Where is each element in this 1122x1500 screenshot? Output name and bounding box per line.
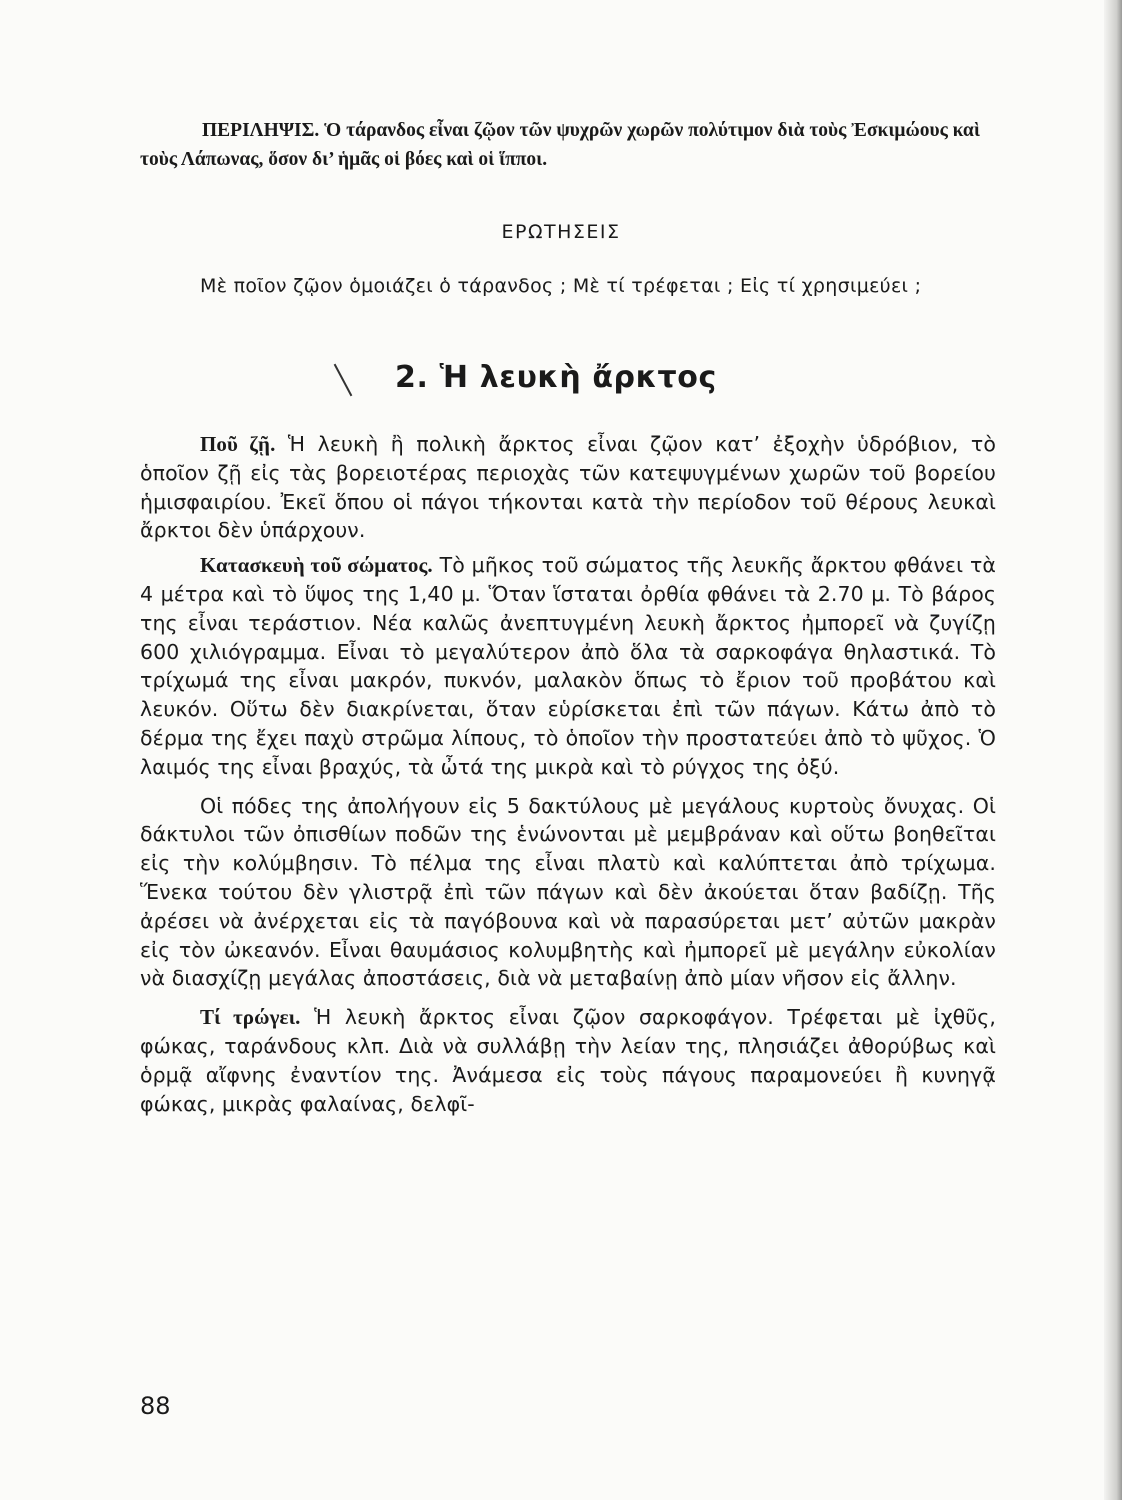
page-number: 88 (140, 1392, 171, 1420)
stray-pen-mark (334, 364, 353, 397)
paragraph-habitat (140, 430, 996, 545)
questions-text: Μὲ ποῖον ζῷον ὁμοιάζει ὁ τάρανδος ; Μὲ τί τρέφεται ; Εἰς τί χρησιμεύει ; (200, 275, 922, 297)
paragraph-text: Τὸ μῆκος τοῦ σώματος τῆς λευκῆς ἄρκτου φθάνει τὰ 4 μέτρα καὶ τὸ ὕψος της 1,40 μ. Ὅταν ἵσταται ὀρθία φθάνει τὰ 2.70 μ. Τὸ βάρος της εἶναι τεράστιον. Νέα καλῶς ἀνεπτυγμένη λευκὴ ἄρκτος ἠμπορεῖ νὰ ζυγίζῃ 600 χιλιόγραμμα. Εἶναι τὸ μεγαλύτερον ἀπὸ ὅλα τὰ σαρκοφάγα θηλαστικά. Τὸ τρίχωμά της εἶναι μακρόν, πυκνόν, μαλακὸν ὅπως τὸ ἔριον τοῦ προβάτου καὶ λευκόν. Οὕτω δὲν διακρίνεται, ὅταν εὑρίσκεται ἐπὶ τῶν πάγων. Κάτω ἀπὸ τὸ δέρμα της ἔχει παχὺ στρῶμα λίπους, τὸ ὁποῖον τὴν προστατεύει ἀπὸ τὸ ψῦχος. Ὁ λαιμός της εἶναι βραχύς, τὰ ὦτά της μικρὰ καὶ τὸ ρύγχος της ὀξύ. (140, 553, 997, 779)
paragraph-text: Ἡ λευκὴ ἄρκτος εἶναι ζῷον σαρκοφάγον. Τρέφεται μὲ ἰχθῦς, φώκας, ταράνδους κλπ. Διὰ νὰ συλλάβῃ τὴν λείαν της, πλησιάζει ἀθορύβως καὶ ὁρμᾷ αἴφνης ἐναντίον της. Ἀνάμεσα εἰς τοὺς πάγους παραμονεύει ἢ κυνηγᾷ φώκας, μικρὰς φαλαίνας, δελφῖ- (140, 1005, 997, 1116)
paragraph-feet (140, 792, 996, 994)
paragraph-text: Ἡ λευκὴ ἢ πολικὴ ἄρκτος εἶναι ζῷον κατ’ ἐξοχὴν ὑδρόβιον, τὸ ὁποῖον ζῇ εἰς τὰς βορειοτέρας περιοχὰς τῶν κατεψυγμένων χωρῶν τοῦ βορείου ἡμισφαιρίου. Ἐκεῖ ὅπου οἱ πάγοι τήκονται κατὰ τὴν περίοδον τοῦ θέρους λευκαὶ ἄρκτοι δὲν ὑπάρχουν. (140, 432, 996, 543)
body-text (140, 430, 996, 1124)
paragraph-text: Οἱ πόδες της ἀπολήγουν εἰς 5 δακτύλους μὲ μεγάλους κυρτοὺς ὄνυχας. Οἱ δάκτυλοι τῶν ὀπισθίων ποδῶν της ἑνώνονται μὲ μεμβράναν καὶ οὕτω βοηθεῖται εἰς τὴν κολύμβησιν. Τὸ πέλμα της εἶναι πλατὺ καὶ καλύπτεται ἀπὸ τρίχωμα. Ἕνεκα τούτου δὲν γλιστρᾷ ἐπὶ τῶν πάγων καὶ δὲν ἀκούεται ὅταν βαδίζῃ. Τῆς ἀρέσει νὰ ἀνέρχεται εἰς τὰ παγόβουνα καὶ νὰ παρασύρεται μετ’ αὐτῶν μακρὰν εἰς τὸν ὠκεανόν. Εἶναι θαυμάσιος κολυμβητὴς καὶ ἠμπορεῖ μὲ μεγάλην εὐκολίαν νὰ διασχίζῃ μεγάλας ἀποστάσεις, διὰ νὰ μεταβαίνῃ ἀπὸ μίαν νῆσον εἰς ἄλλην. (140, 793, 996, 991)
summary-block (140, 116, 982, 174)
questions-heading: ΕΡΩΤΗΣΕΙΣ (501, 221, 621, 243)
summary-text: Ὁ τάρανδος εἶναι ζῷον τῶν ψυχρῶν χωρῶν πολύτιμον διὰ τοὺς Ἐσκιμώους καὶ τοὺς Λάπωνας, ὅσον δι’ ἡμᾶς οἱ βόες καὶ οἱ ἵπποι. (140, 120, 980, 170)
section-title: 2. Ἡ λευκὴ ἄρκτος (395, 360, 717, 395)
paragraph-diet (140, 1003, 996, 1118)
paragraph-lead: Τί τρώγει. (200, 1005, 301, 1030)
paragraph-lead: Ποῦ ζῇ. (200, 432, 276, 456)
paragraph-lead: Κατασκευὴ τοῦ σώματος. (200, 553, 433, 578)
paragraph-body-structure (140, 551, 996, 781)
summary-label: ΠΕΡΙΛΗΨΙΣ. (202, 120, 320, 141)
